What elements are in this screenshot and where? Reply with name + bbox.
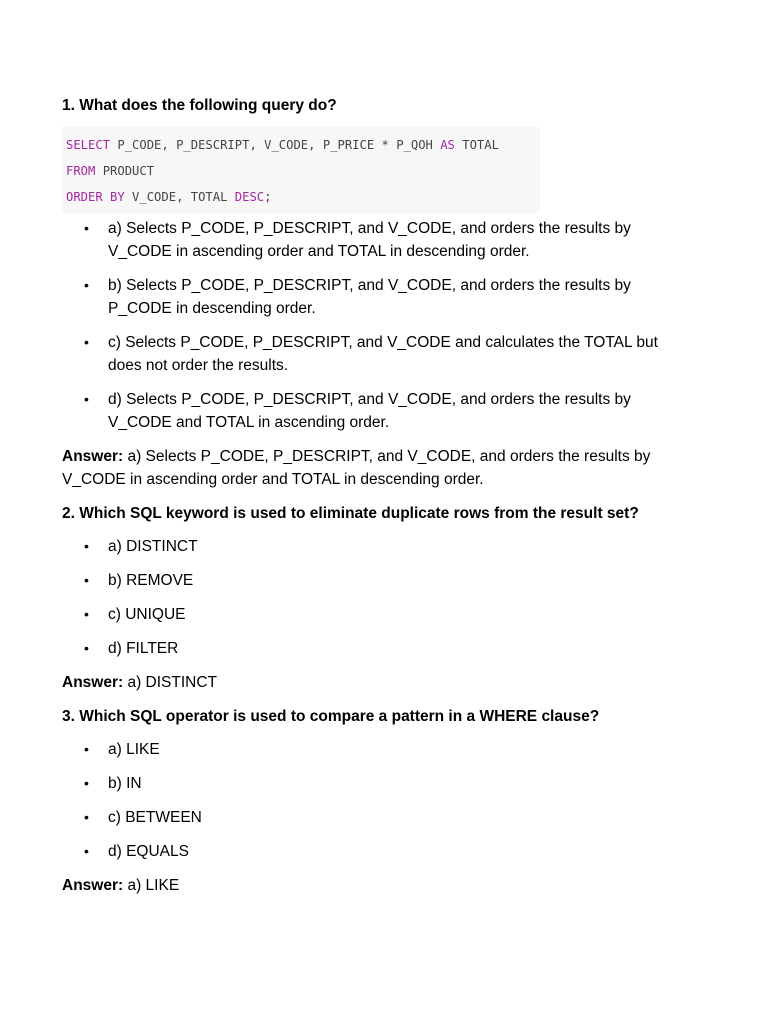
code-keyword: ORDER BY bbox=[66, 190, 125, 204]
code-line bbox=[66, 132, 540, 158]
bullet-icon: • bbox=[84, 775, 89, 791]
answer-line bbox=[62, 671, 662, 694]
question-1 bbox=[62, 94, 662, 491]
option-list bbox=[62, 535, 662, 660]
option-text: b) REMOVE bbox=[108, 572, 194, 589]
bullet-icon: • bbox=[84, 572, 89, 588]
question-title: 1. What does the following query do? bbox=[62, 97, 337, 114]
answer-text: a) Selects P_CODE, P_DESCRIPT, and V_CODE, and orders the results by V_CODE in ascending order and TOTAL in descending order. bbox=[62, 448, 651, 488]
question-3 bbox=[62, 705, 662, 897]
bullet-icon: • bbox=[84, 220, 89, 236]
option-list bbox=[62, 738, 662, 863]
bullet-icon: • bbox=[84, 640, 89, 656]
option-item bbox=[62, 569, 662, 592]
question-2 bbox=[62, 502, 662, 694]
code-keyword: DESC bbox=[234, 190, 265, 204]
option-item bbox=[62, 274, 662, 320]
option-text: c) BETWEEN bbox=[108, 809, 202, 826]
code-text: P_CODE, P_DESCRIPT, V_CODE, P_PRICE * P_QOH bbox=[110, 138, 441, 152]
bullet-icon: • bbox=[84, 843, 89, 859]
answer-text: a) LIKE bbox=[123, 877, 180, 894]
option-item bbox=[62, 772, 662, 795]
answer-label: Answer: bbox=[62, 448, 124, 465]
option-list bbox=[62, 217, 662, 434]
code-line bbox=[66, 158, 540, 184]
option-item bbox=[62, 603, 662, 626]
bullet-icon: • bbox=[84, 391, 89, 407]
option-text: d) EQUALS bbox=[108, 843, 189, 860]
option-text: a) DISTINCT bbox=[108, 538, 198, 555]
option-item bbox=[62, 331, 662, 377]
option-item bbox=[62, 217, 662, 263]
code-keyword: SELECT bbox=[66, 138, 111, 152]
option-text: d) FILTER bbox=[108, 640, 179, 657]
option-text: b) IN bbox=[108, 775, 142, 792]
answer-line bbox=[62, 445, 662, 491]
bullet-icon: • bbox=[84, 741, 89, 757]
question-title: 2. Which SQL keyword is used to eliminate duplicate rows from the result set? bbox=[62, 505, 639, 522]
option-item bbox=[62, 840, 662, 863]
document-page bbox=[62, 94, 662, 908]
answer-label: Answer: bbox=[62, 877, 124, 894]
option-text: c) UNIQUE bbox=[108, 606, 186, 623]
option-item bbox=[62, 637, 662, 660]
sql-code-block bbox=[62, 127, 540, 213]
option-item bbox=[62, 806, 662, 829]
code-text: TOTAL bbox=[454, 138, 499, 152]
option-item bbox=[62, 738, 662, 761]
option-text: a) Selects P_CODE, P_DESCRIPT, and V_CODE, and orders the results by V_CODE in ascending order and TOTAL in descending order. bbox=[108, 220, 631, 260]
option-text: b) Selects P_CODE, P_DESCRIPT, and V_CODE, and orders the results by P_CODE in descending order. bbox=[108, 277, 631, 317]
bullet-icon: • bbox=[84, 277, 89, 293]
option-text: d) Selects P_CODE, P_DESCRIPT, and V_CODE, and orders the results by V_CODE and TOTAL in ascending order. bbox=[108, 391, 631, 431]
answer-label: Answer: bbox=[62, 674, 124, 691]
bullet-icon: • bbox=[84, 606, 89, 622]
bullet-icon: • bbox=[84, 538, 89, 554]
question-title: 3. Which SQL operator is used to compare a pattern in a WHERE clause? bbox=[62, 708, 600, 725]
answer-text: a) DISTINCT bbox=[123, 674, 218, 691]
code-line bbox=[66, 184, 540, 210]
option-text: c) Selects P_CODE, P_DESCRIPT, and V_CODE and calculates the TOTAL but does not order the results. bbox=[108, 334, 658, 374]
code-keyword: AS bbox=[440, 138, 455, 152]
code-text: V_CODE, TOTAL bbox=[124, 190, 235, 204]
option-item bbox=[62, 535, 662, 558]
option-text: a) LIKE bbox=[108, 741, 160, 758]
bullet-icon: • bbox=[84, 334, 89, 350]
code-text: PRODUCT bbox=[95, 164, 155, 178]
code-text: ; bbox=[264, 190, 272, 204]
option-item bbox=[62, 388, 662, 434]
bullet-icon: • bbox=[84, 809, 89, 825]
code-keyword: FROM bbox=[66, 164, 96, 178]
answer-line bbox=[62, 874, 662, 897]
